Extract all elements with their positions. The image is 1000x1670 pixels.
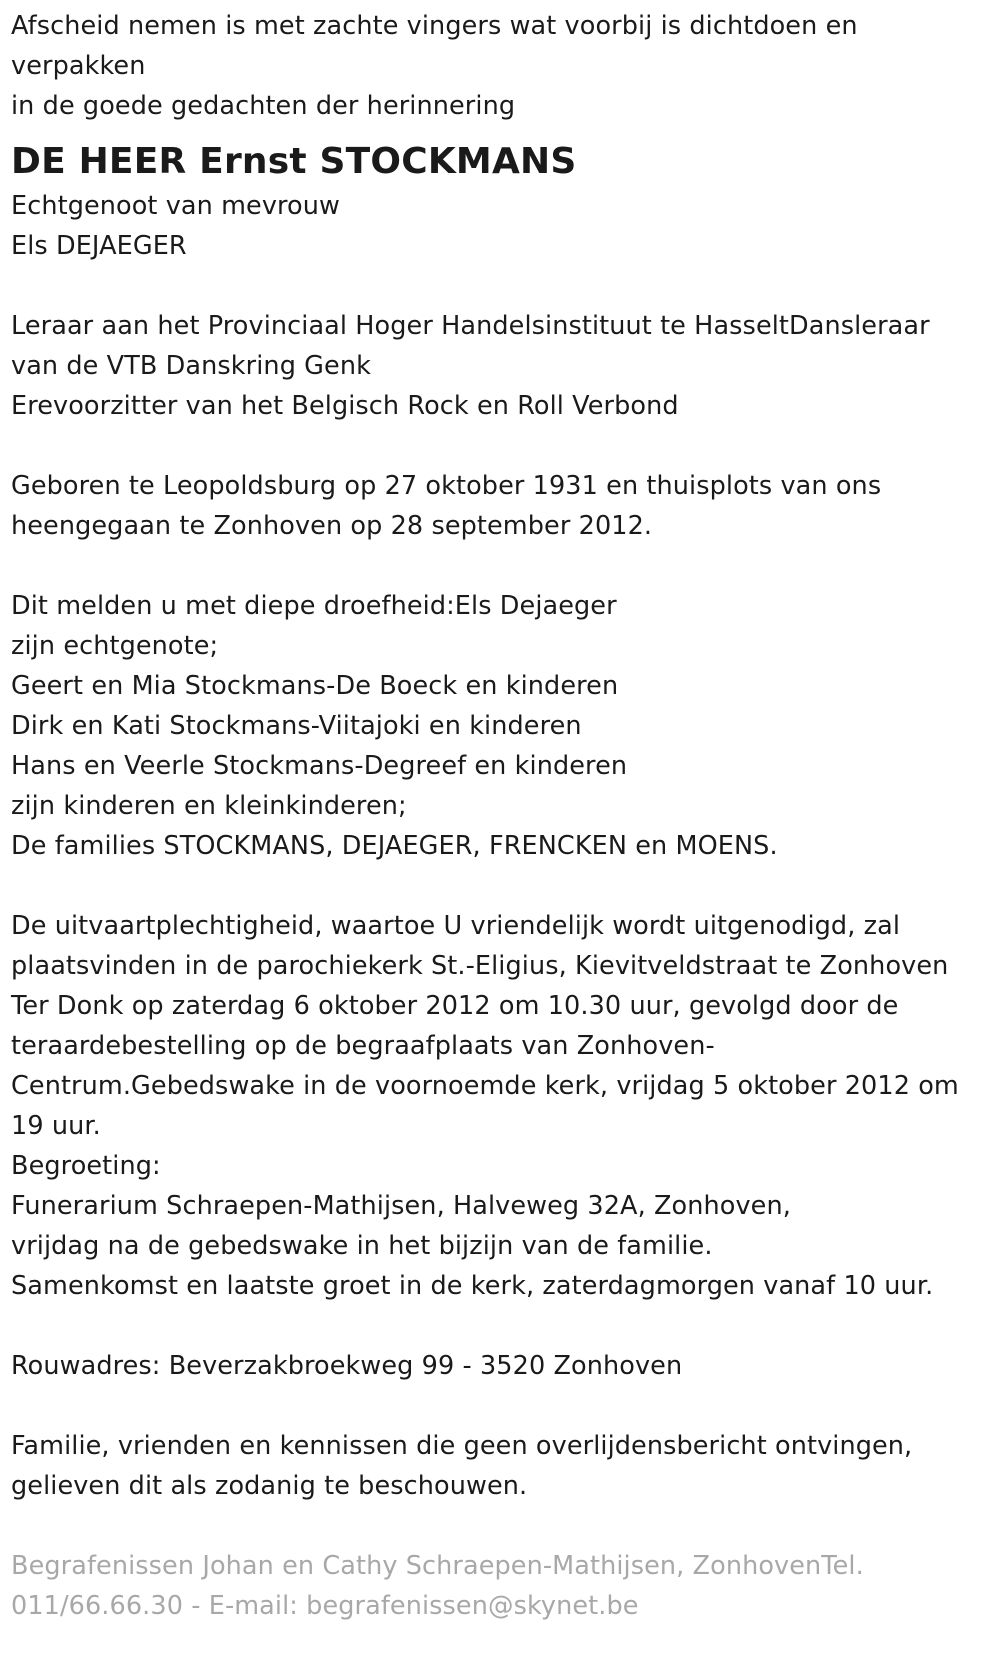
ceremony-line: De uitvaartplechtigheid, waartoe U vriendelijk wordt uitgenodigd, zal [11, 911, 901, 941]
spacer [11, 546, 991, 586]
spacer [11, 426, 991, 466]
closing-line: Familie, vrienden en kennissen die geen overlijdensbericht ontvingen, [11, 1431, 913, 1461]
footer-line: Begrafenissen Johan en Cathy Schraepen-Mathijsen, ZonhovenTel. [11, 1551, 864, 1581]
spouse-line: Els DEJAEGER [11, 231, 187, 261]
closing-note [11, 1426, 991, 1506]
ceremony-line: Samenkomst en laatste groet in de kerk, zaterdagmorgen vanaf 10 uur. [11, 1271, 934, 1301]
ceremony-line: teraardebestelling op de begraafplaats van Zonhoven- [11, 1031, 715, 1061]
intro-line: Afscheid nemen is met zachte vingers wat voorbij is dichtdoen en [11, 11, 858, 41]
career-info [11, 306, 991, 426]
ceremony-line: Ter Donk op zaterdag 6 oktober 2012 om 10.30 uur, gevolgd door de [11, 991, 899, 1021]
ceremony-line: Centrum.Gebedswake in de voornoemde kerk, vrijdag 5 oktober 2012 om [11, 1071, 959, 1101]
spacer [11, 266, 991, 306]
family-line: De families STOCKMANS, DEJAEGER, FRENCKEN en MOENS. [11, 831, 778, 861]
career-line: Leraar aan het Provinciaal Hoger Handelsinstituut te HasseltDansleraar [11, 311, 930, 341]
spacer [11, 1306, 991, 1346]
birth-death-line: Geboren te Leopoldsburg op 27 oktober 1931 en thuisplots van ons [11, 471, 882, 501]
ceremony-line: plaatsvinden in de parochiekerk St.-Eligius, Kievitveldstraat te Zonhoven [11, 951, 949, 981]
intro-line: in de goede gedachten der herinnering [11, 91, 516, 121]
ceremony-line: Funerarium Schraepen-Mathijsen, Halveweg 32A, Zonhoven, [11, 1191, 791, 1221]
family-line: Dirk en Kati Stockmans-Viitajoki en kinderen [11, 711, 582, 741]
mourning-address [11, 1346, 991, 1386]
ceremony-line: Begroeting: [11, 1151, 161, 1181]
family-line: Dit melden u met diepe droefheid:Els Dejaeger [11, 591, 617, 621]
family-line: Geert en Mia Stockmans-De Boeck en kinderen [11, 671, 619, 701]
career-line: van de VTB Danskring Genk [11, 351, 371, 381]
family-line: zijn echtgenote; [11, 631, 219, 661]
spouse-line: Echtgenoot van mevrouw [11, 191, 340, 221]
ceremony-line: vrijdag na de gebedswake in het bijzijn van de familie. [11, 1231, 713, 1261]
ceremony-info [11, 906, 991, 1306]
address-line: Rouwadres: Beverzakbroekweg 99 - 3520 Zonhoven [11, 1351, 683, 1381]
funeral-home-footer [11, 1546, 991, 1626]
deceased-name: DE HEER Ernst STOCKMANS [11, 141, 577, 182]
spouse-info [11, 186, 991, 266]
spacer [11, 866, 991, 906]
family-line: zijn kinderen en kleinkinderen; [11, 791, 407, 821]
obituary-notice [11, 6, 991, 1626]
closing-line: gelieven dit als zodanig te beschouwen. [11, 1471, 528, 1501]
family-announcement [11, 586, 991, 866]
footer-email-line: 011/66.66.30 - E-mail: begrafenissen@skynet.be [11, 1591, 639, 1621]
spacer [11, 1386, 991, 1426]
career-line: Erevoorzitter van het Belgisch Rock en Roll Verbond [11, 391, 679, 421]
intro-line: verpakken [11, 51, 146, 81]
birth-death-info [11, 466, 991, 546]
family-line: Hans en Veerle Stockmans-Degreef en kinderen [11, 751, 628, 781]
spacer [11, 1506, 991, 1546]
ceremony-line: 19 uur. [11, 1111, 101, 1141]
birth-death-line: heengegaan te Zonhoven op 28 september 2012. [11, 511, 653, 541]
intro-poem [11, 6, 991, 126]
